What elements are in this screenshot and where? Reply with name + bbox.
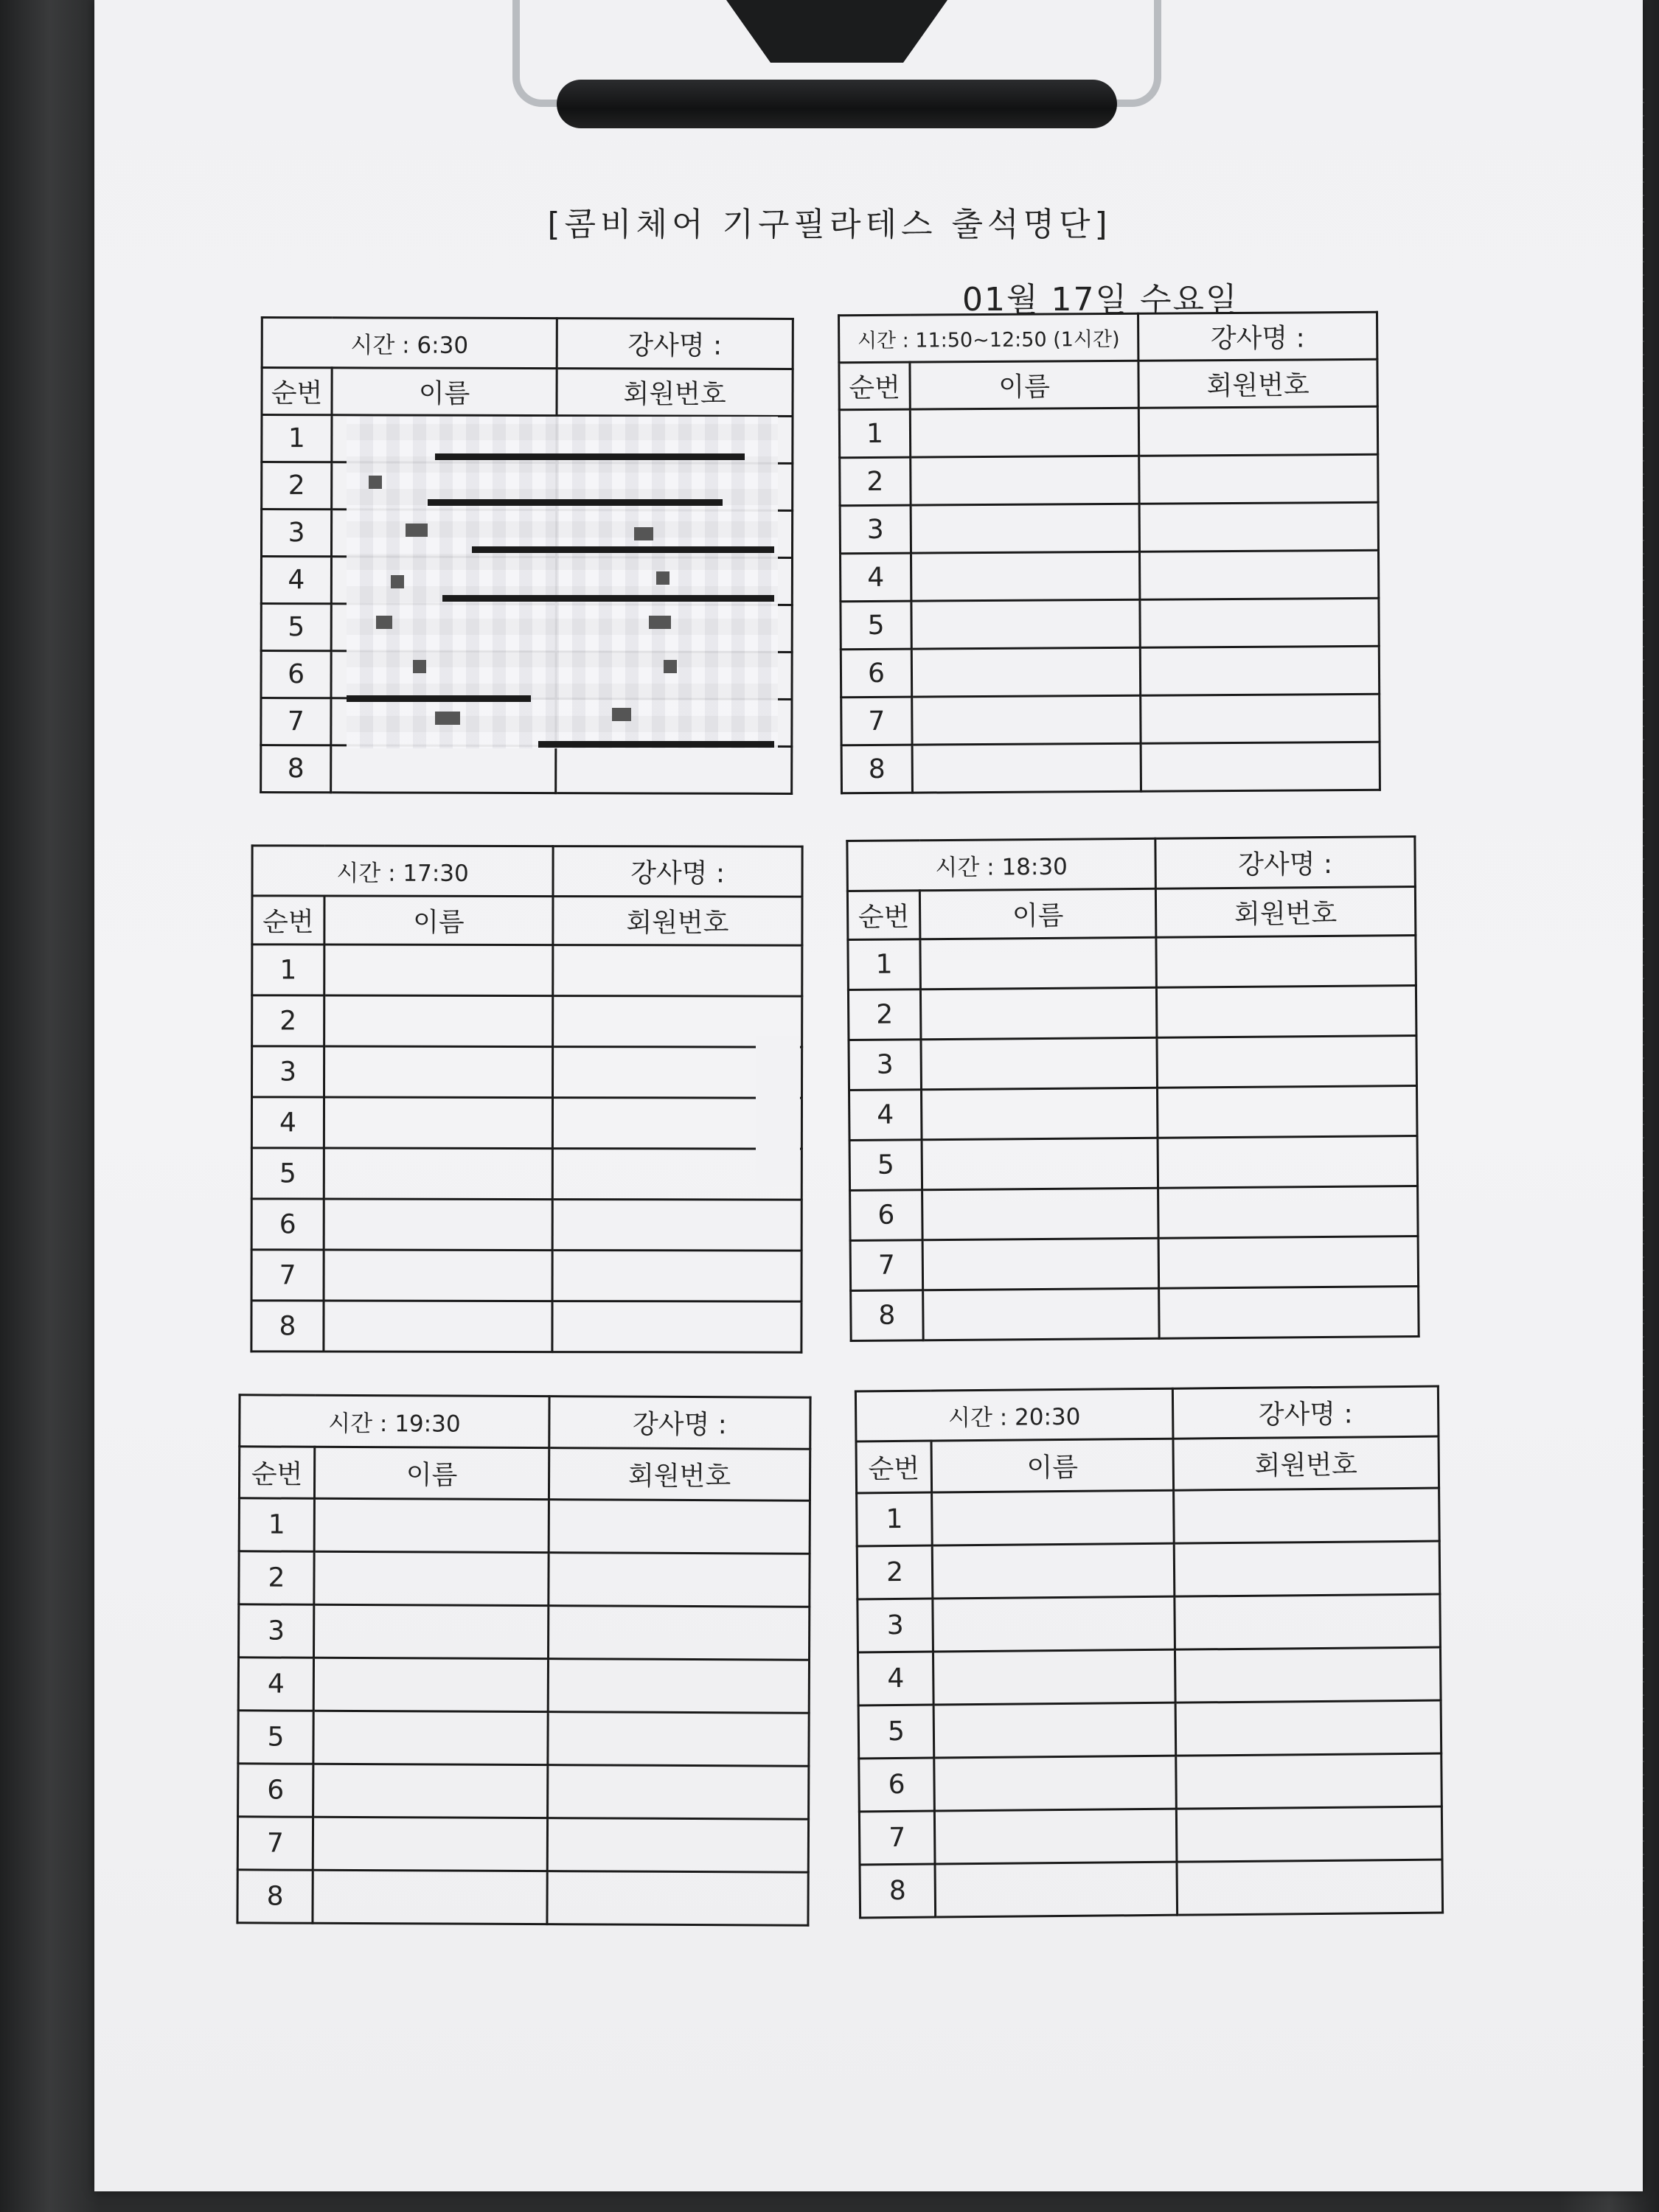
member-no-cell <box>1156 935 1416 987</box>
session-table-2 <box>838 311 1381 794</box>
session-time: 시간 : 11:50~12:50 (1시간) <box>839 313 1138 362</box>
row-index: 5 <box>251 1148 324 1199</box>
member-no-header: 회원번호 <box>557 369 793 417</box>
name-cell <box>910 408 1138 457</box>
name-cell <box>313 1870 547 1924</box>
name-cell <box>911 599 1140 649</box>
session-time: 시간 : 20:30 <box>855 1388 1173 1441</box>
name-cell <box>313 1817 547 1871</box>
member-no-header: 회원번호 <box>549 1448 810 1501</box>
member-no-cell <box>1140 598 1379 647</box>
member-no-header: 회원번호 <box>1138 359 1377 408</box>
row-index: 3 <box>849 1040 922 1091</box>
member-no-cell <box>1177 1860 1443 1915</box>
row-index: 6 <box>850 1190 923 1241</box>
member-no-header: 회원번호 <box>1155 886 1416 937</box>
member-no-cell <box>1175 1647 1441 1703</box>
instructor-label: 강사명 : <box>557 319 793 369</box>
name-cell <box>911 552 1139 601</box>
member-no-cell <box>548 1765 809 1820</box>
row-index: 4 <box>849 1090 922 1141</box>
index-header: 순번 <box>839 362 910 410</box>
name-cell <box>313 1658 548 1711</box>
member-no-cell <box>1175 1594 1441 1649</box>
index-header: 순번 <box>856 1441 932 1493</box>
name-cell <box>324 995 553 1047</box>
name-cell <box>912 695 1141 745</box>
name-cell <box>922 1188 1159 1240</box>
row-index: 4 <box>841 553 911 602</box>
row-index: 1 <box>848 939 921 990</box>
row-index: 3 <box>239 1604 314 1658</box>
name-cell <box>911 647 1140 697</box>
instructor-label: 강사명 : <box>1172 1386 1439 1439</box>
member-no-cell <box>1175 1700 1441 1756</box>
name-cell <box>324 945 553 996</box>
name-cell <box>934 1756 1177 1811</box>
name-cell <box>920 987 1157 1040</box>
name-cell <box>324 1301 552 1352</box>
session-time: 시간 : 6:30 <box>262 318 557 369</box>
session-table-4 <box>846 835 1419 1342</box>
member-no-cell <box>1140 550 1379 599</box>
name-header: 이름 <box>314 1447 549 1499</box>
index-header: 순번 <box>252 896 324 945</box>
name-cell <box>324 1097 552 1149</box>
index-header: 순번 <box>239 1447 314 1498</box>
member-no-cell <box>1138 406 1377 456</box>
row-index: 6 <box>238 1764 313 1817</box>
instructor-label: 강사명 : <box>1138 312 1377 361</box>
name-cell <box>921 1037 1158 1090</box>
name-cell <box>313 1764 548 1818</box>
member-no-cell <box>556 746 792 794</box>
name-header: 이름 <box>332 368 557 416</box>
member-no-cell <box>1176 1806 1442 1862</box>
member-no-cell <box>1158 1186 1419 1238</box>
row-index: 8 <box>237 1870 313 1923</box>
row-index: 6 <box>261 651 331 698</box>
member-no-cell <box>1157 1035 1417 1088</box>
name-cell <box>922 1138 1158 1190</box>
member-no-cell <box>1156 985 1416 1037</box>
row-index: 3 <box>840 505 911 554</box>
index-header: 순번 <box>847 891 920 940</box>
member-no-cell <box>1141 742 1380 791</box>
member-no-cell <box>1139 454 1378 504</box>
session-table-3 <box>250 844 803 1353</box>
session-time: 시간 : 18:30 <box>847 838 1156 891</box>
member-no-cell <box>1174 1488 1440 1543</box>
row-index: 7 <box>859 1811 935 1865</box>
member-no-cell <box>1158 1085 1418 1138</box>
row-index: 4 <box>238 1658 313 1711</box>
name-cell <box>911 456 1139 505</box>
member-no-cell <box>549 1500 810 1554</box>
name-cell <box>933 1703 1176 1758</box>
row-index: 5 <box>261 604 331 651</box>
row-index: 4 <box>261 557 331 604</box>
clip-bar <box>557 80 1117 128</box>
name-cell <box>934 1809 1177 1864</box>
row-index: 6 <box>841 649 911 698</box>
member-no-cell <box>552 1301 801 1353</box>
name-cell <box>920 937 1157 990</box>
member-no-cell <box>553 945 802 997</box>
row-index: 1 <box>262 415 332 462</box>
session-table-6 <box>855 1385 1444 1919</box>
row-index: 4 <box>858 1652 933 1705</box>
row-index: 5 <box>841 601 911 650</box>
member-no-cell <box>552 1200 801 1251</box>
row-index: 7 <box>251 1250 324 1301</box>
name-cell <box>911 504 1139 553</box>
row-index: 2 <box>840 457 911 506</box>
member-no-cell <box>1174 1541 1440 1596</box>
member-no-cell <box>1141 694 1380 743</box>
row-index: 2 <box>262 462 332 509</box>
row-index: 7 <box>261 698 331 745</box>
member-no-cell <box>1159 1286 1419 1338</box>
row-index: 2 <box>857 1545 933 1599</box>
session-time: 시간 : 19:30 <box>240 1395 549 1448</box>
row-index: 8 <box>841 745 912 793</box>
row-index: 1 <box>252 945 324 995</box>
session-time: 시간 : 17:30 <box>252 846 553 897</box>
name-cell <box>932 1490 1175 1545</box>
name-cell <box>933 1649 1175 1705</box>
session-table-5 <box>236 1394 811 1926</box>
row-index: 4 <box>251 1097 324 1148</box>
row-index: 7 <box>237 1817 313 1870</box>
row-index: 5 <box>238 1711 313 1764</box>
name-cell <box>932 1543 1175 1599</box>
name-cell <box>324 1148 552 1200</box>
name-cell <box>324 1199 552 1251</box>
instructor-label: 강사명 : <box>1155 836 1416 888</box>
row-index: 5 <box>858 1705 934 1759</box>
row-index: 1 <box>857 1492 933 1546</box>
name-cell <box>912 743 1141 793</box>
row-index: 2 <box>848 990 921 1040</box>
row-index: 1 <box>239 1498 314 1551</box>
name-cell <box>935 1862 1178 1917</box>
redacted-entries <box>347 417 778 748</box>
name-cell <box>324 1250 552 1301</box>
row-index: 6 <box>251 1199 324 1250</box>
row-index: 8 <box>251 1301 324 1352</box>
row-index: 7 <box>841 697 912 745</box>
name-header: 이름 <box>931 1439 1174 1492</box>
name-cell <box>922 1088 1158 1140</box>
member-no-cell <box>1158 1135 1418 1188</box>
row-index: 3 <box>261 509 331 557</box>
member-no-cell <box>549 1553 810 1607</box>
instructor-label: 강사명 : <box>549 1397 810 1450</box>
member-no-cell <box>1176 1753 1442 1809</box>
row-index: 3 <box>858 1599 933 1652</box>
member-no-cell <box>552 1251 801 1302</box>
blank-patch <box>756 1036 800 1187</box>
name-cell <box>314 1551 549 1605</box>
member-no-cell <box>1140 646 1379 695</box>
row-index: 8 <box>851 1290 924 1341</box>
row-index: 6 <box>859 1758 935 1812</box>
member-no-cell <box>548 1712 809 1767</box>
row-index: 8 <box>261 745 331 793</box>
name-cell <box>922 1238 1159 1290</box>
name-cell <box>331 745 556 793</box>
member-no-cell <box>548 1659 809 1714</box>
member-no-cell <box>547 1818 808 1873</box>
row-index: 1 <box>839 409 910 458</box>
row-index: 2 <box>252 995 324 1046</box>
name-cell <box>324 1046 553 1098</box>
row-index: 3 <box>252 1046 324 1097</box>
row-index: 7 <box>850 1240 923 1291</box>
member-no-header: 회원번호 <box>553 897 802 946</box>
member-no-header: 회원번호 <box>1173 1436 1439 1490</box>
name-cell <box>314 1498 549 1552</box>
document-date: 01월 17일 수요일 <box>962 281 1239 319</box>
name-header: 이름 <box>919 888 1156 939</box>
name-header: 이름 <box>910 361 1138 409</box>
row-index: 5 <box>849 1140 922 1191</box>
member-no-cell <box>1139 502 1378 552</box>
name-cell <box>314 1604 549 1658</box>
instructor-label: 강사명 : <box>553 846 802 897</box>
row-index: 2 <box>239 1551 314 1604</box>
document-title: [콤비체어 기구필라테스 출석명단] <box>547 206 1112 243</box>
member-no-cell <box>1158 1236 1419 1288</box>
name-cell <box>933 1596 1175 1652</box>
row-index: 8 <box>860 1864 936 1918</box>
name-cell <box>923 1288 1160 1340</box>
name-header: 이름 <box>324 896 553 945</box>
index-header: 순번 <box>262 368 332 415</box>
member-no-cell <box>547 1871 808 1926</box>
name-cell <box>313 1711 548 1764</box>
member-no-cell <box>549 1606 810 1660</box>
